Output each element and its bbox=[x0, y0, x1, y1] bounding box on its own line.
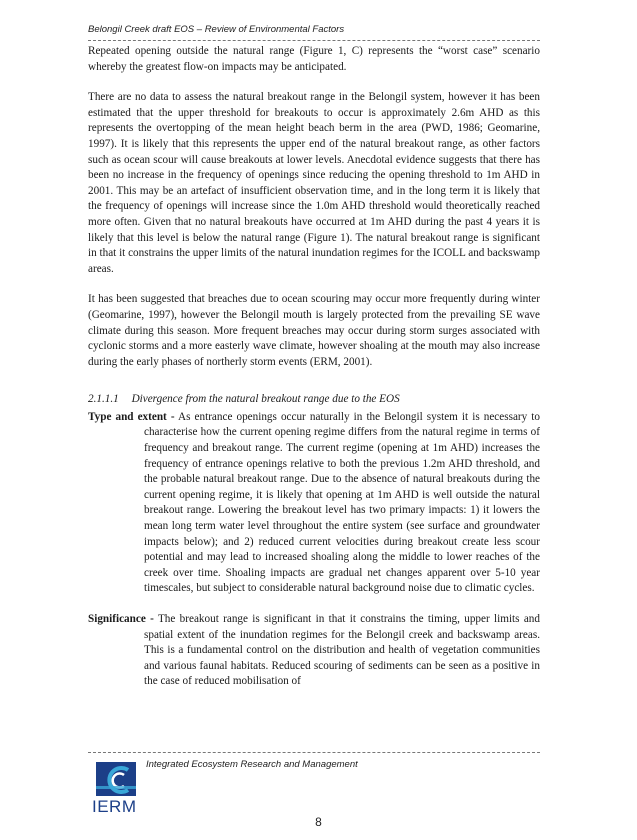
type-and-extent-text: As entrance openings occur naturally in the Belongil system it is necessary to characterise how the current opening regime differs from the natural regime in terms of frequency and breakout range. The current regime (opening at 1m AHD) increases the frequency of entrance openings relative to both the previous 1.2m AHD threshold, and the probable natural breakout range. Due to the absence of natural breakouts during the current opening regime, it is likely that opening at 1m AHD is well outside the natural breakout range. Lowering the breakout level has two primary impacts: 1) it lowers the mean long term water level throughout the entire system (see surface and groundwater impacts below); and 2) reduced current velocities during breakout create less scour potential and may lead to increased shoaling along the middle to lower reaches of the creek over time. Shoaling impacts are gradual net changes apparent over 5-10 year timescales, but subject to considerable natural background noise due to climatic cycles. bbox=[144, 410, 540, 595]
section-subheading bbox=[88, 392, 540, 408]
significance-paragraph bbox=[88, 612, 540, 690]
subheading-title: Divergence from the natural breakout range due to the EOS bbox=[131, 393, 400, 406]
type-and-extent-paragraph bbox=[88, 410, 540, 597]
significance-text: The breakout range is significant in that it constrains the timing, upper limits and spatial extent of the inundation regimes for the Belongil creek and backswamp areas. This is a fundamental control on the distribution and health of vegetation communities and various faunal habitats. Reduced scouring of sediments can be seen as a positive in the case of reduced mobilisation of bbox=[144, 613, 540, 688]
footer-divider bbox=[88, 752, 540, 753]
running-header: Belongil Creek draft EOS – Review of Environmental Factors bbox=[88, 24, 345, 35]
paragraph-3: It has been suggested that breaches due to ocean scouring may occur more frequently during winter (Geomarine, 1997), however the Belongil mouth is largely protected from the prevailing SE wave climate during this season. More frequent breaches may occur during storm surges associated with cyclonic storms and a more easterly wave climate, however shoaling at the mouth may also increase during the early phases of northerly storm events (ERM, 2001). bbox=[88, 293, 540, 368]
ierm-logo-text: IERM bbox=[92, 797, 137, 816]
footer-organization: Integrated Ecosystem Research and Management bbox=[146, 759, 358, 770]
subheading-number: 2.1.1.1 bbox=[88, 393, 119, 406]
significance-term: Significance - bbox=[88, 613, 154, 625]
paragraph-1: Repeated opening outside the natural range (Figure 1, C) represents the “worst case” scenario whereby the greatest flow-on impacts may be anticipated. bbox=[88, 45, 540, 73]
header-divider bbox=[88, 40, 540, 41]
page-number: 8 bbox=[315, 815, 322, 829]
document-body bbox=[88, 44, 540, 705]
type-and-extent-term: Type and extent - bbox=[88, 410, 175, 423]
paragraph-2: There are no data to assess the natural breakout range in the Belongil system, however it has been estimated that the upper threshold for breakouts to occur is approximately 2.6m AHD as this represents the overtopping of the mean height beach berm in the area (PWD, 1986; Geomarine, 1997). It is likely that this represents the upper end of the natural breakout range, as other factors such as ocean scour will cause breakouts at lower levels. Anecdotal evidence suggests that there has been no increase in the frequency of openings since reducing the opening threshold to 1m AHD in 2001. This may be an artefact of insufficient observation time, and in the long term it is likely that the frequency of openings will increase since the 1.0m AHD threshold would theoretically reached more often. Given that no natural breakouts have occurred at 1m AHD during the past 4 years it is likely that this level is below the natural range (Figure 1). The natural breakout range is significant in that it constrains the upper limits of the natural inundation regimes for the ICOLL and backswamp areas. bbox=[88, 91, 540, 275]
